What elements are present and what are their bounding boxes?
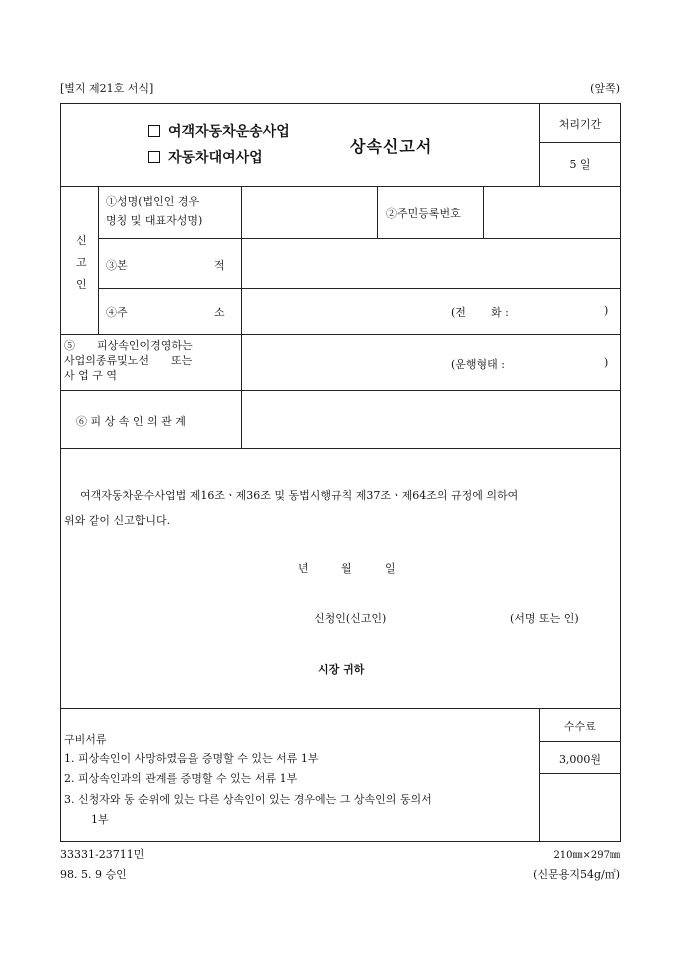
approval-date: 98. 5. 9 승인 bbox=[60, 868, 127, 881]
document-item-3: 3. 신청자와 동 순위에 있는 다른 상속인이 있는 경우에는 그 상속인의 동의서 bbox=[64, 793, 432, 806]
origin-field[interactable] bbox=[243, 240, 619, 286]
page-side-label: (앞쪽) bbox=[590, 82, 620, 95]
form-code: 33331-23711민 bbox=[60, 848, 145, 861]
checkbox-icon[interactable] bbox=[148, 125, 160, 137]
document-item-2: 2. 피상속인과의 관계를 증명할 수 있는 서류 1부 bbox=[64, 772, 298, 785]
name-label: ①성명(법인인 경우 bbox=[106, 195, 200, 208]
phone-label-close: ) bbox=[604, 304, 609, 317]
phone-label-open: (전 bbox=[451, 306, 466, 319]
addressee: 시장 귀하 bbox=[318, 663, 365, 676]
rrn-field[interactable] bbox=[485, 188, 619, 236]
phone-label: 화 : bbox=[491, 306, 509, 319]
signature-label: (서명 또는 인) bbox=[510, 612, 579, 625]
business-option-passenger[interactable]: 여객자동차운송사업 bbox=[148, 121, 290, 141]
address-label: ④주 bbox=[106, 306, 128, 319]
business-type-field[interactable] bbox=[243, 336, 619, 388]
operation-mode-label: (운행형태 : bbox=[451, 358, 505, 371]
origin-label: ③본 bbox=[106, 259, 128, 272]
business-type-label: ⑤ 피상속인이경영하는 사업의종류및노선 또는 사 업 구 역 bbox=[64, 339, 193, 382]
name-label-line2: 명칭 및 대표자성명) bbox=[106, 214, 203, 227]
documents-title: 구비서류 bbox=[64, 733, 107, 746]
applicant-label: 신청인(신고인) bbox=[314, 612, 387, 625]
date-day: 일 bbox=[385, 562, 396, 575]
fee-value: 3,000원 bbox=[558, 753, 602, 766]
checkbox-icon[interactable] bbox=[148, 151, 160, 163]
form-title: 상속신고서 bbox=[350, 137, 433, 156]
rrn-label: ②주민등록번호 bbox=[386, 207, 461, 220]
relation-field[interactable] bbox=[243, 392, 619, 446]
statement-line1: 여객자동차운수사업법 제16조ㆍ제36조 및 동법시행규칙 제37조ㆍ제64조의 규정에 의하여 bbox=[80, 489, 519, 502]
business-option-rental[interactable]: 자동차대여사업 bbox=[148, 147, 263, 167]
date-year: 년 bbox=[298, 562, 309, 575]
processing-period-value: 5 일 bbox=[569, 158, 591, 171]
address-field[interactable] bbox=[243, 290, 619, 332]
document-item-3-cont: 1부 bbox=[91, 813, 109, 826]
date-month: 월 bbox=[341, 562, 352, 575]
form-number: [별지 제21호 서식] bbox=[60, 82, 154, 95]
statement-line2: 위와 같이 신고합니다. bbox=[64, 514, 171, 527]
paper-spec: (신문용지54g/㎡) bbox=[533, 868, 620, 881]
name-field[interactable] bbox=[243, 188, 376, 236]
document-item-1: 1. 피상속인이 사망하였음을 증명할 수 있는 서류 1부 bbox=[64, 752, 319, 765]
relation-label: ⑥ 피 상 속 인 의 관 계 bbox=[76, 415, 186, 428]
origin-label-end: 적 bbox=[214, 259, 225, 272]
operation-mode-close: ) bbox=[604, 356, 609, 369]
reporter-side-label: 신 고 인 bbox=[76, 234, 87, 291]
address-label-end: 소 bbox=[214, 306, 225, 319]
paper-size: 210㎜×297㎜ bbox=[553, 850, 620, 861]
processing-period-label: 처리기간 bbox=[558, 118, 602, 131]
fee-label: 수수료 bbox=[564, 720, 596, 733]
